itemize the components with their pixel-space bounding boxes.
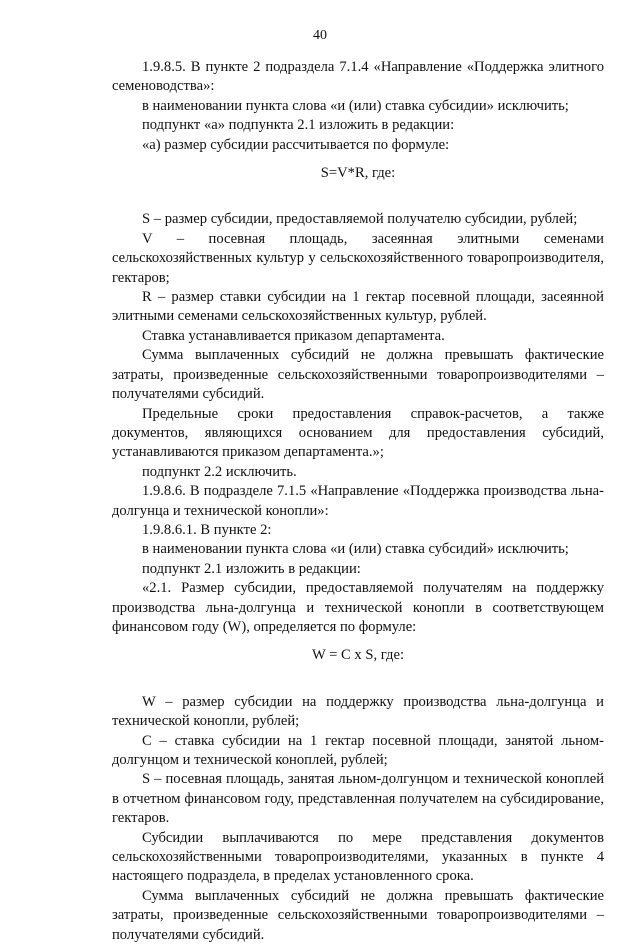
definition-s: S – размер субсидии, предоставляемой получателю субсидии, рублей;	[142, 211, 578, 228]
paragraph-1-9-8-5: 1.9.8.5. В пункте 2 подраздела 7.1.4 «Направление «Поддержка элитного семеноводства»:	[112, 59, 604, 95]
paragraph-item-name-exclusion: в наименовании пункта слова «и (или) ставка субсидии» исключить;	[142, 97, 569, 114]
paragraph-subitem-a-edit: подпункт «а» подпункта 2.1 изложить в редакции:	[142, 117, 455, 134]
paragraph-payment-terms: Субсидии выплачиваются по мере представления документов сельскохозяйственными товаропроизводителями, указанных в пункте 4 настоящего подраздела, в пределах установленного срока.	[112, 829, 604, 885]
paragraph-formula-intro: «а) размер субсидии рассчитывается по формуле:	[142, 136, 450, 153]
paragraph-subitem-2-1-edit: подпункт 2.1 изложить в редакции:	[142, 560, 361, 577]
definition-s-area: S – посевная площадь, занятая льном-долгунцом и технической коноплей в отчетном финансовом году, представленная получателем на субсидирование, гектаров.	[112, 771, 604, 827]
paragraph-1-9-8-6-1: 1.9.8.6.1. В пункте 2:	[142, 521, 272, 538]
definition-r: R – размер ставки субсидии на 1 гектар посевной площади, засеянной элитными семенами сельскохозяйственных культур, рублей.	[112, 289, 604, 325]
paragraph-1-9-8-6: 1.9.8.6. В подразделе 7.1.5 «Направление «Поддержка производства льна-долгунца и технической конопли»:	[112, 483, 604, 519]
page-number: 40	[313, 28, 327, 43]
paragraph-subitem-2-2: подпункт 2.2 исключить.	[142, 463, 297, 480]
paragraph-rate-order: Ставка устанавливается приказом департамента.	[142, 327, 445, 344]
paragraph-item-name-exclusion-2: в наименовании пункта слова «и (или) ставка субсидий» исключить;	[142, 541, 569, 558]
formula-wcs: W = C x S, где:	[312, 647, 404, 664]
paragraph-2-1-text: «2.1. Размер субсидии, предоставляемой получателям на поддержку производства льна-долгунца и технической конопли в соответствующем финансовом году (W), определяется по формуле:	[112, 580, 604, 635]
paragraph-deadlines: Предельные сроки предоставления справок-расчетов, а также документов, являющихся основанием для предоставления субсидий, устанавливаются приказом департамента.»;	[112, 405, 604, 461]
paragraph-subsidy-limit-2: Сумма выплаченных субсидий не должна превышать фактические затраты, произведенные сельскохозяйственными товаропроизводителями – получателями субсидий.	[112, 887, 604, 943]
paragraph-subsidy-limit-1: Сумма выплаченных субсидий не должна превышать фактические затраты, произведенные сельскохозяйственными товаропроизводителями – получателями субсидий.	[112, 347, 604, 403]
document-body	[112, 58, 604, 945]
formula-svr: S=V*R, где:	[320, 165, 396, 182]
definition-c: C – ставка субсидии на 1 гектар посевной площади, занятой льном-долгунцом и технической коноплей, рублей;	[112, 732, 604, 768]
definition-w: W – размер субсидии на поддержку производства льна-долгунца и технической конопли, рублей;	[112, 693, 604, 730]
definition-v: V – посевная площадь, засеянная элитными семенами сельскохозяйственных культур у сельскохозяйственного товаропроизводителя, гектаров;	[112, 230, 604, 286]
